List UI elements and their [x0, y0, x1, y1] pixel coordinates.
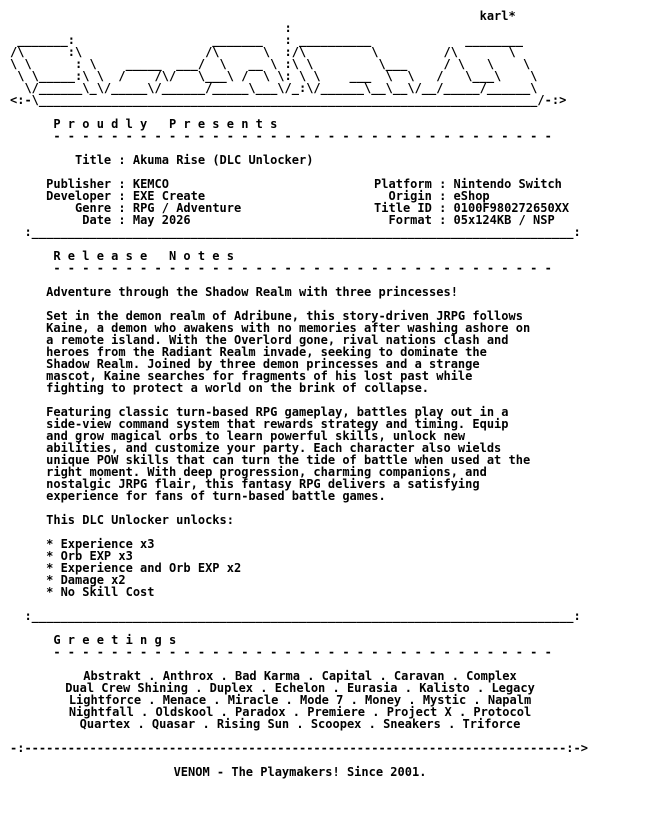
logo-line: \/______\_\/_____\/______/_____\___\/_:\/______\__\__\/__/_____/______\ [10, 81, 538, 95]
info-row: Genre : RPG / Adventure Title ID : 0100F980272650XX [75, 201, 570, 215]
title-value: Akuma Rise (DLC Unlocker) [132, 153, 314, 167]
info-value: 0100F980272650XX [453, 201, 570, 215]
notes-line: Featuring classic turn-based RPG gameplay, battles play out in a [46, 405, 509, 419]
title-label: Title [75, 153, 112, 167]
notes-line: and grow magical orbs to learn powerful skills, unlock new [46, 429, 466, 443]
logo-line: \ \ : \ _____ ___/ \ __ \ :\ \ \___ / \ \ \ [10, 57, 531, 71]
greetings-line: Quartex . Quasar . Rising Sun . Scoopex . Sneakers . Triforce [79, 717, 521, 731]
info-row: Developer : EXE Create Origin : eShop [46, 189, 490, 203]
info-label: Date [82, 213, 112, 227]
notes-line: unique POW skills that can turn the tide of battle when used at the [46, 453, 531, 467]
section-heading-presents: P r o u d l y P r e s e n t s [53, 117, 278, 131]
frame-divider: :___________________________________________________________________________: [10, 609, 581, 623]
info-value: May 2026 [132, 213, 191, 227]
notes-line: heroes from the Radiant Realm invade, seeking to dominate the [46, 345, 487, 359]
frame-bottom: -:---------------------------------------------------------------------------:-> [10, 741, 588, 755]
unlock-item: * Experience and Orb EXP x2 [46, 561, 242, 575]
info-value: KEMCO [132, 177, 169, 191]
greetings-section: G r e e t i n g s - - - - - - - - - - - - - - - - - - - - - - - - - - - - - - - - - - - Abstrakt . Anthrox . Bad Karma . Capital . Caravan . Complex Dual Crew Shining . Duplex . Echelon . Eurasia . Kalisto . Legacy Lightforce . Menace . Miracle . Mode 7 . Money . Mystic . Napalm Nightfall . Oldskool . Paradox . Premiere . Project X . Protocol Quartex . Quasar . Rising Sun . Scoopex . Sneakers . Triforce [10, 633, 552, 731]
info-value: RPG / Adventure [132, 201, 242, 215]
nfo-document [10, 10, 640, 810]
notes-line: abilities, and customize your party. Each character also wields [46, 441, 502, 455]
unlock-item: * Experience x3 [46, 537, 155, 551]
notes-tagline: Adventure through the Shadow Realm with three princesses! [46, 285, 458, 299]
logo-line: \ \_____:\ \ / /\/ \___\ / \ \: \ \ ___ \ \ / \___\ \ [10, 69, 538, 83]
frame-top: <:-\_____________________________________________________________________/-:> [10, 93, 567, 107]
artist-tag: karl* [479, 10, 516, 23]
info-label: Format [388, 213, 432, 227]
info-value: Nintendo Switch [453, 177, 562, 191]
notes-line: mascot, Kaine searches for fragments of his lost past while [46, 369, 473, 383]
notes-line: right moment. With deep progression, charming companions, and [46, 465, 487, 479]
info-value: eShop [453, 189, 490, 203]
info-row: Date : May 2026 Format : 05x124KB / NSP [82, 213, 555, 227]
info-value: 05x124KB / NSP [453, 213, 555, 227]
logo-line: /\ :\ /\ \ :/\ \ /\ \ [10, 45, 523, 59]
notes-line: Shadow Realm. Joined by three demon princesses and a strange [46, 357, 480, 371]
unlock-item: * No Skill Cost [46, 585, 155, 599]
info-label: Platform [374, 177, 432, 191]
notes-line: Set in the demon realm of Adribune, this story-driven JRPG follows [46, 309, 523, 323]
ascii-logo [10, 22, 640, 94]
notes-line: Kaine, a demon who awakens with no memories after washing ashore on [46, 321, 531, 335]
notes-line: side-view command system that rewards strategy and timing. Equip [46, 417, 509, 431]
greetings-line: Nightfall . Oldskool . Paradox . Premiere . Project X . Protocol [68, 705, 532, 719]
unlock-intro: This DLC Unlocker unlocks: [46, 513, 234, 527]
header-logo [10, 10, 640, 106]
logo-line: _______: _______ : __________ ________ [10, 33, 538, 47]
info-label: Title ID [374, 201, 432, 215]
info-value: EXE Create [132, 189, 206, 203]
title-row: Title : Akuma Rise (DLC Unlocker) [75, 153, 314, 167]
greetings-line: Lightforce . Menace . Miracle . Mode 7 . Money . Mystic . Napalm [68, 693, 532, 707]
notes-line: fighting to protect a world on the brink of collapse. [46, 381, 430, 395]
notes-line: experience for fans of turn-based battle games. [46, 489, 386, 503]
section-heading-notes: R e l e a s e N o t e s [53, 249, 234, 263]
notes-line: nostalgic JRPG flair, this fantasy RPG delivers a satisfying [46, 477, 480, 491]
info-label: Genre [75, 201, 112, 215]
greetings-line: Abstrakt . Anthrox . Bad Karma . Capital . Caravan . Complex [83, 669, 517, 683]
footer-signature: VENOM - The Playmakers! Since 2001. [173, 765, 427, 779]
notes-section: R e l e a s e N o t e s - - - - - - - - - - - - - - - - - - - - - - - - - - - - - - - - - - - Adventure through the Shadow Realm with three princesses! Set in the demon realm of Adribune, this story-driven JRPG follows Kaine, a demon who awakens with no memories after washing ashore on a remote island. With the Overlord gone, rival nations clash and heroes from the Radiant Realm invade, seeking to dominate the Shadow Realm. Joined by three demon princesses and a strange mascot, Kaine searches for fragments of his lost past while fighting to protect a world on the brink of collapse. Featuring classic turn-based RPG gameplay, battles play out in a side-view command system that rewards strategy and timing. Equip and grow magical orbs to learn powerful skills, unlock new abilities, and customize your party. Each character also wields unique POW skills that can turn the tide of battle when used at the right moment. With deep progression, charming companions, and nostalgic JRPG flair, this fantasy RPG delivers a satisfying experience for fans of turn-based battle games. This DLC Unlocker unlocks: * Experience x3 * Orb EXP x3 * Experience and Orb EXP x2 * Damage x2 * No Skill Cost [10, 249, 552, 599]
info-label: Origin [388, 189, 432, 203]
frame-divider: :___________________________________________________________________________: [10, 225, 581, 239]
unlock-item: * Damage x2 [46, 573, 126, 587]
info-label: Developer [46, 189, 112, 203]
info-label: Publisher [46, 177, 112, 191]
section-heading-greetings: G r e e t i n g s [53, 633, 177, 647]
greetings-line: Dual Crew Shining . Duplex . Echelon . Eurasia . Kalisto . Legacy [65, 681, 535, 695]
notes-line: a remote island. With the Overlord gone, rival nations clash and [46, 333, 509, 347]
logo-line: : [10, 21, 480, 35]
info-row: Publisher : KEMCO Platform : Nintendo Switch [46, 177, 562, 191]
unlock-item: * Orb EXP x3 [46, 549, 133, 563]
presents-section: P r o u d l y P r e s e n t s - - - - - - - - - - - - - - - - - - - - - - - - - - - - - - - - - - - Title : Akuma Rise (DLC Unlocker) Publisher : KEMCO Platform : Nintendo Switch Developer : EXE Create Origin : eShop Genre : RPG / Adventure Title ID : 0100F980272650XX Date : May 2026 Format : 05x124KB / NSP [10, 118, 640, 226]
